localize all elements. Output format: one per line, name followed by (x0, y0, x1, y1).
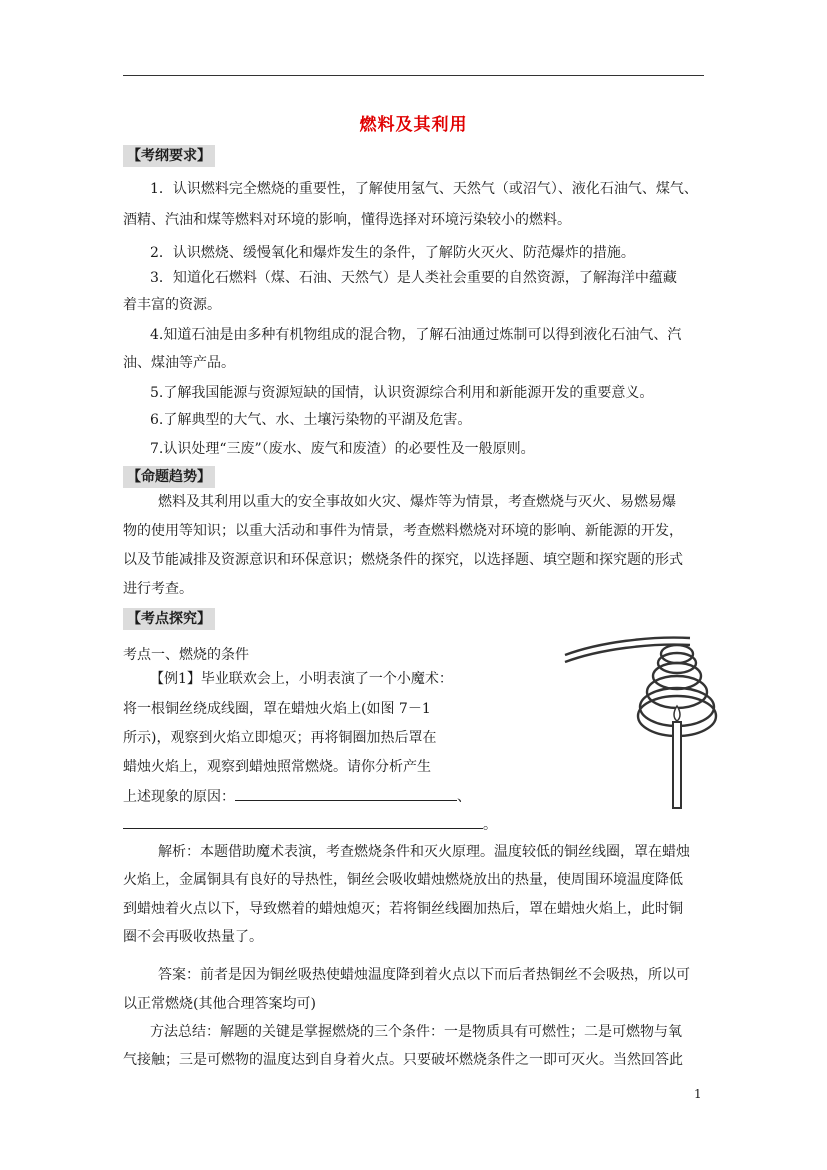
text-line: 6.了解典型的大气、水、土壤污染物的平湖及危害。 (150, 412, 472, 428)
blank-end: 。 (483, 817, 497, 833)
text-line: 解析：本题借助魔术表演，考查燃烧条件和灭火原理。温度较低的铜丝线圈，罩在蜡烛 (158, 844, 690, 860)
text-line: 以及节能减排及资源意识和环保意识；燃烧条件的探究，以选择题、填空题和探究题的形式 (123, 552, 683, 568)
text-line: 方法总结：解题的关键是掌握燃烧的三个条件：一是物质具有可燃性；二是可燃物与氧 (150, 1024, 682, 1040)
text-line: 火焰上，金属铜具有良好的导热性，铜丝会吸收蜡烛燃烧放出的热量，使周围环境温度降低 (123, 872, 683, 888)
page-title: 燃料及其利用 (359, 115, 468, 135)
text-line: 2．认识燃烧、缓慢氧化和爆炸发生的条件，了解防火灭火、防范爆炸的措施。 (150, 245, 635, 261)
section-explore: 【考点探究】 (123, 608, 215, 630)
text-line: 1．认识燃料完全燃烧的重要性，了解使用氢气、天然气（或沼气）、液化石油气、煤气、 (150, 181, 698, 197)
text-line: 到蜡烛着火点以下，导致燃着的蜡烛熄灭；若将铜丝线圈加热后，罩在蜡烛火焰上，此时铜 (123, 901, 683, 917)
text-line: 物的使用等知识；以重大活动和事件为情景，考查燃料燃烧对环境的影响、新能源的开发， (123, 523, 683, 539)
text-line: 蜡烛火焰上，观察到蜡烛照常燃烧。请你分析产生 (123, 759, 431, 775)
answer-blank (235, 786, 457, 801)
question-line (123, 786, 471, 807)
text-line: 圈不会再吸收热量了。 (123, 929, 263, 945)
section-kaogang: 【考纲要求】 (123, 145, 215, 167)
text-line: 油、煤油等产品。 (123, 355, 235, 371)
question-line-2 (123, 814, 497, 835)
header-rule (123, 75, 704, 76)
text-line: 5.了解我国能源与资源短缺的国情，认识资源综合利用和新能源开发的重要意义。 (150, 385, 654, 401)
text-line: 3．知道化石燃料（煤、石油、天然气）是人类社会重要的自然资源，了解海洋中蕴藏 (150, 270, 677, 286)
blank-separator: 、 (457, 789, 471, 805)
text-line: 4.知道石油是由多种有机物组成的混合物，了解石油通过炼制可以得到液化石油气、汽 (150, 327, 682, 343)
text-line: 【例1】毕业联欢会上，小明表演了一个小魔术： (150, 671, 453, 687)
text-line: 燃料及其利用以重大的安全事故如火灾、爆炸等为情景，考查燃烧与灭火、易燃易爆 (158, 494, 676, 510)
copper-coil-candle-figure (560, 632, 730, 812)
text-line: 7.认识处理“三废”（废水、废气和废渣）的必要性及一般原则。 (150, 441, 535, 457)
section-trend: 【命题趋势】 (123, 466, 215, 488)
point-title: 考点一、燃烧的条件 (123, 647, 249, 663)
page-number: 1 (694, 1087, 702, 1101)
text-line: 气接触；三是可燃物的温度达到自身着火点。只要破坏燃烧条件之一即可灭火。当然回答此 (123, 1052, 683, 1068)
text-line: 进行考查。 (123, 581, 193, 597)
text-line: 酒精、汽油和煤等燃料对环境的影响，懂得选择对环境污染较小的燃料。 (123, 212, 571, 228)
question-prompt: 上述现象的原因： (123, 789, 235, 805)
text-line: 着丰富的资源。 (123, 297, 221, 313)
text-line: 答案：前者是因为铜丝吸热使蜡烛温度降到着火点以下而后者热铜丝不会吸热，所以可 (158, 967, 690, 983)
text-line: 所示)，观察到火焰立即熄灭；再将铜圈加热后罩在 (123, 730, 437, 746)
answer-blank (123, 814, 483, 829)
text-line: 将一根铜丝绕成线圈，罩在蜡烛火焰上(如图 7－1 (123, 701, 431, 717)
text-line: 以正常燃烧(其他合理答案均可) (123, 996, 316, 1012)
